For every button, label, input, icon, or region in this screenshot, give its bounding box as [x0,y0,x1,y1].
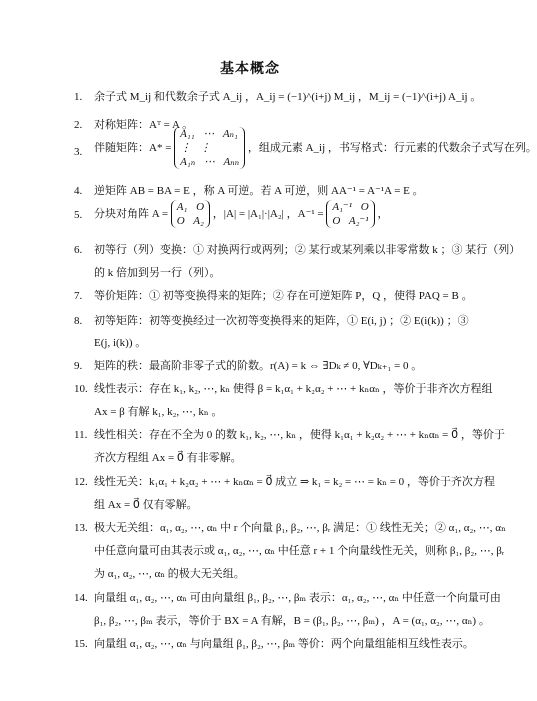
item-lead: 分块对角阵 A = [94,208,169,220]
matrix-row: O A₂⁻¹ [332,215,369,227]
item-text: 线性表示：存在 k₁, k₂, ⋯, kₙ 使得 β = k₁α₁ + k₂α₂ + ⋯ + kₙαₙ ，等价于非齐次方程组 [94,383,493,395]
list-item [74,200,480,234]
item-continuation: 中任意向量可由其表示或 α₁, α₂, ⋯, αₙ 中任意 r + 1 个向量线性无关，则称 β₁, β₂, ⋯, βᵣ [94,545,505,557]
item-number: 11. [74,429,88,441]
matrix-row: A₁ O [176,201,205,213]
item-number: 9. [74,360,83,372]
item-number: 7. [74,290,83,302]
item-text: 余子式 M_ij 和代数余子式 A_ij ，A_ij = (−1)^(i+j) M_ij ，M_ij = (−1)^(i+j) A_ij 。 [94,91,482,103]
item-text: 向量组 α₁, α₂, ⋯, αₙ 可由向量组 β₁, β₂, ⋯, βₘ 表示：α₁, α₂, ⋯, αₙ 中任意一个向量可由 [94,592,501,604]
item-continuation: 组 Ax = 0⃗ 仅有零解。 [94,499,198,511]
item-number: 15. [74,638,88,650]
matrix-row: A₁ₙ ⋯ Aₙₙ [180,156,240,168]
item-number: 6. [74,244,83,256]
item-number: 13. [74,522,88,534]
item-text: 线性相关：存在不全为 0 的数 k₁, k₂, ⋯, kₙ ，使得 k₁α₁ + k₂α₂ + ⋯ + kₙαₙ = 0⃗ ，等价于 [94,429,505,441]
matrix-row: O A₂ [176,215,204,227]
item-continuation: 的 k 倍加到另一行（列）。 [94,267,221,279]
item-lead: 伴随矩阵：A* = [94,142,172,154]
item-text: 线性无关：k₁α₁ + k₂α₂ + ⋯ + kₙαₙ = 0⃗ 成立 ⇒ k₁ = k₂ = ⋯ = kₙ = 0 ，等价于齐次方程 [94,476,495,488]
item-number: 5. [74,209,83,221]
item-continuation: 齐次方程组 Ax = 0⃗ 有非零解。 [94,452,242,464]
item-number: 2. [74,119,83,131]
item-text: 极大无关组：α₁, α₂, ⋯, αₙ 中 r 个向量 β₁, β₂, ⋯, βᵣ 满足：① 线性无关；② α₁, α₂, ⋯, αₙ [94,522,506,534]
item-text: 对称矩阵：Aᵀ = A 。 [94,119,194,131]
page-title: 基本概念 [220,62,280,77]
item-content [94,200,480,228]
matrix-row: A₁⁻¹ O [332,201,369,213]
adjugate-matrix [174,127,245,169]
item-continuation: Ax = β 有解 k₁, k₂, ⋯, kₙ 。 [94,406,223,418]
item-text: ，组成元素 A_ij ，书写格式：行元素的代数余子式写在列。 [247,142,537,154]
item-continuation: E(j, i(k)) 。 [94,337,147,349]
item-text: 矩阵的秩：最高阶非零子式的阶数。r(A) = k ⇔ ∃Dₖ ≠ 0, ∀Dₖ₊₁ = 0 。 [94,360,423,372]
item-number: 8. [74,315,83,327]
item-text: 等价矩阵：① 初等变换得来的矩阵；② 存在可逆矩阵 P，Q ，使得 PAQ = B 。 [94,290,473,302]
item-text: 向量组 α₁, α₂, ⋯, αₙ 与向量组 β₁, β₂, ⋯, βₘ 等价：两个向量组能相互线性表示。 [94,638,474,650]
block-matrix [171,200,210,228]
item-number: 10. [74,383,88,395]
item-number: 4. [74,185,83,197]
item-content [94,127,537,169]
item-text: 初等矩阵：初等变换经过一次初等变换得来的矩阵，① E(i, j) ；② E(i(k)) ；③ [94,315,469,327]
item-mid: ，|A| = |A₁|·|A₂| ，A⁻¹ = [212,208,324,220]
item-number: 14. [74,592,88,604]
block-inverse-matrix [326,200,374,228]
item-number: 1. [74,91,83,103]
item-number: 3. [74,146,83,158]
item-continuation: 为 α₁, α₂, ⋯, αₙ 的极大无关组。 [94,568,245,580]
list-item [74,127,537,177]
item-continuation: β₁, β₂, ⋯, βₘ 表示，等价于 BX = A 有解，B = (β₁, β₂, ⋯, βₘ) ，A = (α₁, α₂, ⋯, αₙ) 。 [94,615,490,627]
item-text: ， [377,208,389,220]
matrix-row: ⋮ ⋮ [180,142,211,154]
matrix-row: A₁₁ ⋯ Aₙ₁ [180,128,238,140]
item-text: 逆矩阵 AB = BA = E ，称 A 可逆。若 A 可逆，则 AA⁻¹ = A⁻¹A = E 。 [94,185,424,197]
item-text: 初等行（列）变换：① 对换两行或两列；② 某行或某列乘以非零常数 k ；③ 某行（列） [94,244,521,256]
item-number: 12. [74,476,88,488]
